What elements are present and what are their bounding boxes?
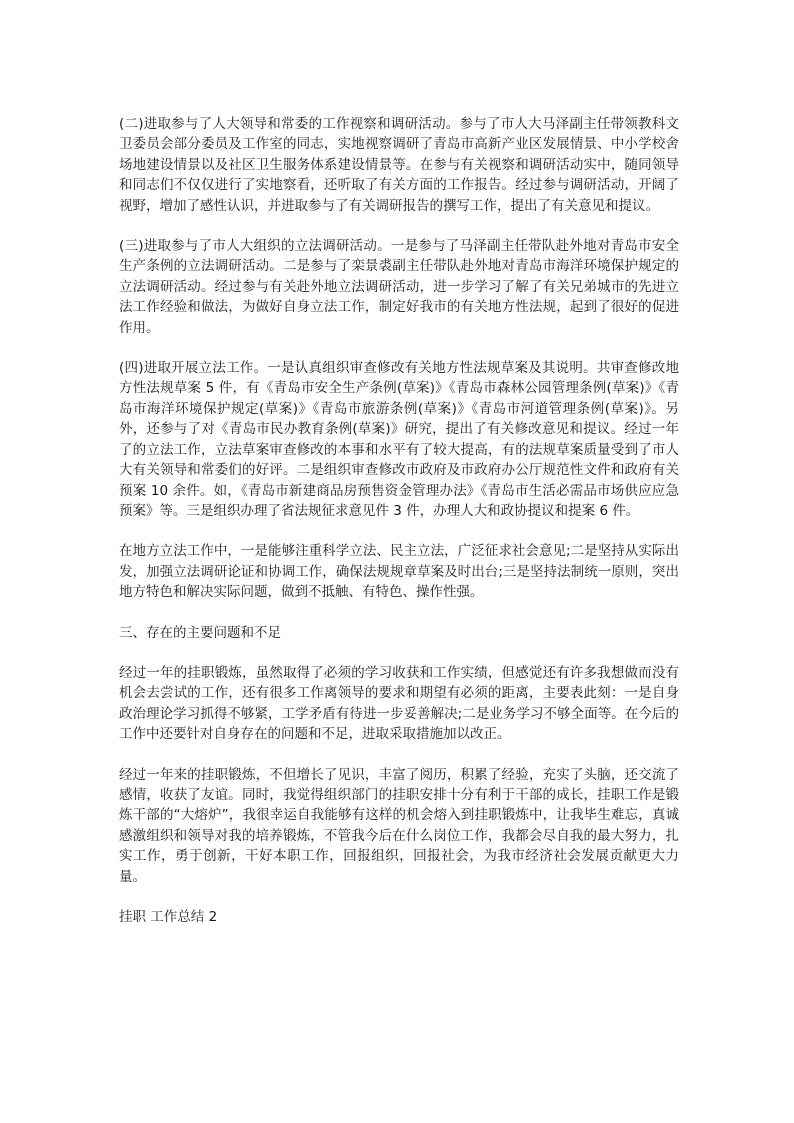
paragraph-problems: 经过一年的挂职锻炼，虽然取得了必须的学习收获和工作实绩，但感觉还有许多我想做而没有机会去尝试的工作，还有很多工作离领导的要求和期望有必须的距离，主要表此刻：一是自身政治理论学习抓得不够紧，工学矛盾有待进一步妥善解决;二是业务学习不够全面等。在今后的工作中还要针对自身存在的问题和不足，进取采取措施加以改正。 bbox=[119, 664, 679, 743]
paragraph-2-inspection: (二)进取参与了人大领导和常委的工作视察和调研活动。参与了市人大马泽副主任带领教科文卫委员会部分委员及工作室的同志，实地视察调研了青岛市高新产业区发展情景、中小学校舍场地建设情景以及社区卫生服务体系建设情景等。在参与有关视察和调研活动实中，随同领导和同志们不仅仅进行了实地察看，还听取了有关方面的工作报告。经过参与调研活动，开阔了视野，增加了感性认识，并进取参与了有关调研报告的撰写工作，提出了有关意见和提议。 bbox=[119, 116, 679, 214]
paragraph-conclusion: 经过一年来的挂职锻炼，不但增长了见识，丰富了阅历，积累了经验，充实了头脑，还交流了感情，收获了友谊。同时，我觉得组织部门的挂职安排十分有利于干部的成长，挂职工作是锻炼干部的“大熔炉”，我很幸运自我能够有这样的机会熔入到挂职锻炼中，让我毕生难忘，真诚感激组织和领导对我的培养锻炼，不管我今后在什么岗位工作，我都会尽自我的最大努力，扎实工作，勇于创新，干好本职工作，回报组织，回报社会，为我市经济社会发展贡献更大力量。 bbox=[119, 766, 679, 885]
document-page bbox=[119, 114, 679, 947]
paragraph-3-legislative-research: (三)进取参与了市人大组织的立法调研活动。一是参与了马泽副主任带队赴外地对青岛市安全生产条例的立法调研活动。二是参与了栾景裘副主任带队赴外地对青岛市海洋环境保护规定的立法调研活动。经过参与有关赴外地立法调研活动，进一步学习了解了有关兄弟城市的先进立法工作经验和做法，为做好自身立法工作，制定好我市的有关地方性法规，起到了很好的促进作用。 bbox=[119, 238, 679, 336]
closing-title: 挂职 工作总结 2 bbox=[119, 909, 218, 925]
section-heading: 三、存在的主要问题和不足 bbox=[119, 624, 281, 641]
paragraph-local-legislation: 在地方立法工作中，一是能够注重科学立法、民主立法，广泛征求社会意见;二是坚持从实际出发，加强立法调研论证和协调工作，确保法规规章草案及时出台;三是坚持法制统一原则，突出地方特色和解决实际问题，做到不抵触、有特色、操作性强。 bbox=[119, 543, 679, 601]
paragraph-4-legislative-work: (四)进取开展立法工作。一是认真组织审查修改有关地方性法规草案及其说明。共审查修改地方性法规草案 5 件，有《青岛市安全生产条例(草案)》《青岛市森林公园管理条例(草案)》《青岛市海洋环境保护规定(草案)》《青岛市旅游条例(草案)》《青岛市河道管理条例(草案)》。另外，还参与了对《青岛市民办教育条例(草案)》研究，提出了有关修改意见和提议。经过一年了的立法工作，立法草案审查修改的本事和水平有了较大提高，有的法规草案质量受到了市人大有关领导和常委们的好评。二是组织审查修改市政府及市政府办公厅规范性文件和政府有关预案 10 余件。如，《青岛市新建商品房预售资金管理办法》《青岛市生活必需品市场供应应急预案》等。三是组织办理了省法规征求意见件 3 件，办理人大和政协提议和提案 6 件。 bbox=[119, 360, 679, 519]
